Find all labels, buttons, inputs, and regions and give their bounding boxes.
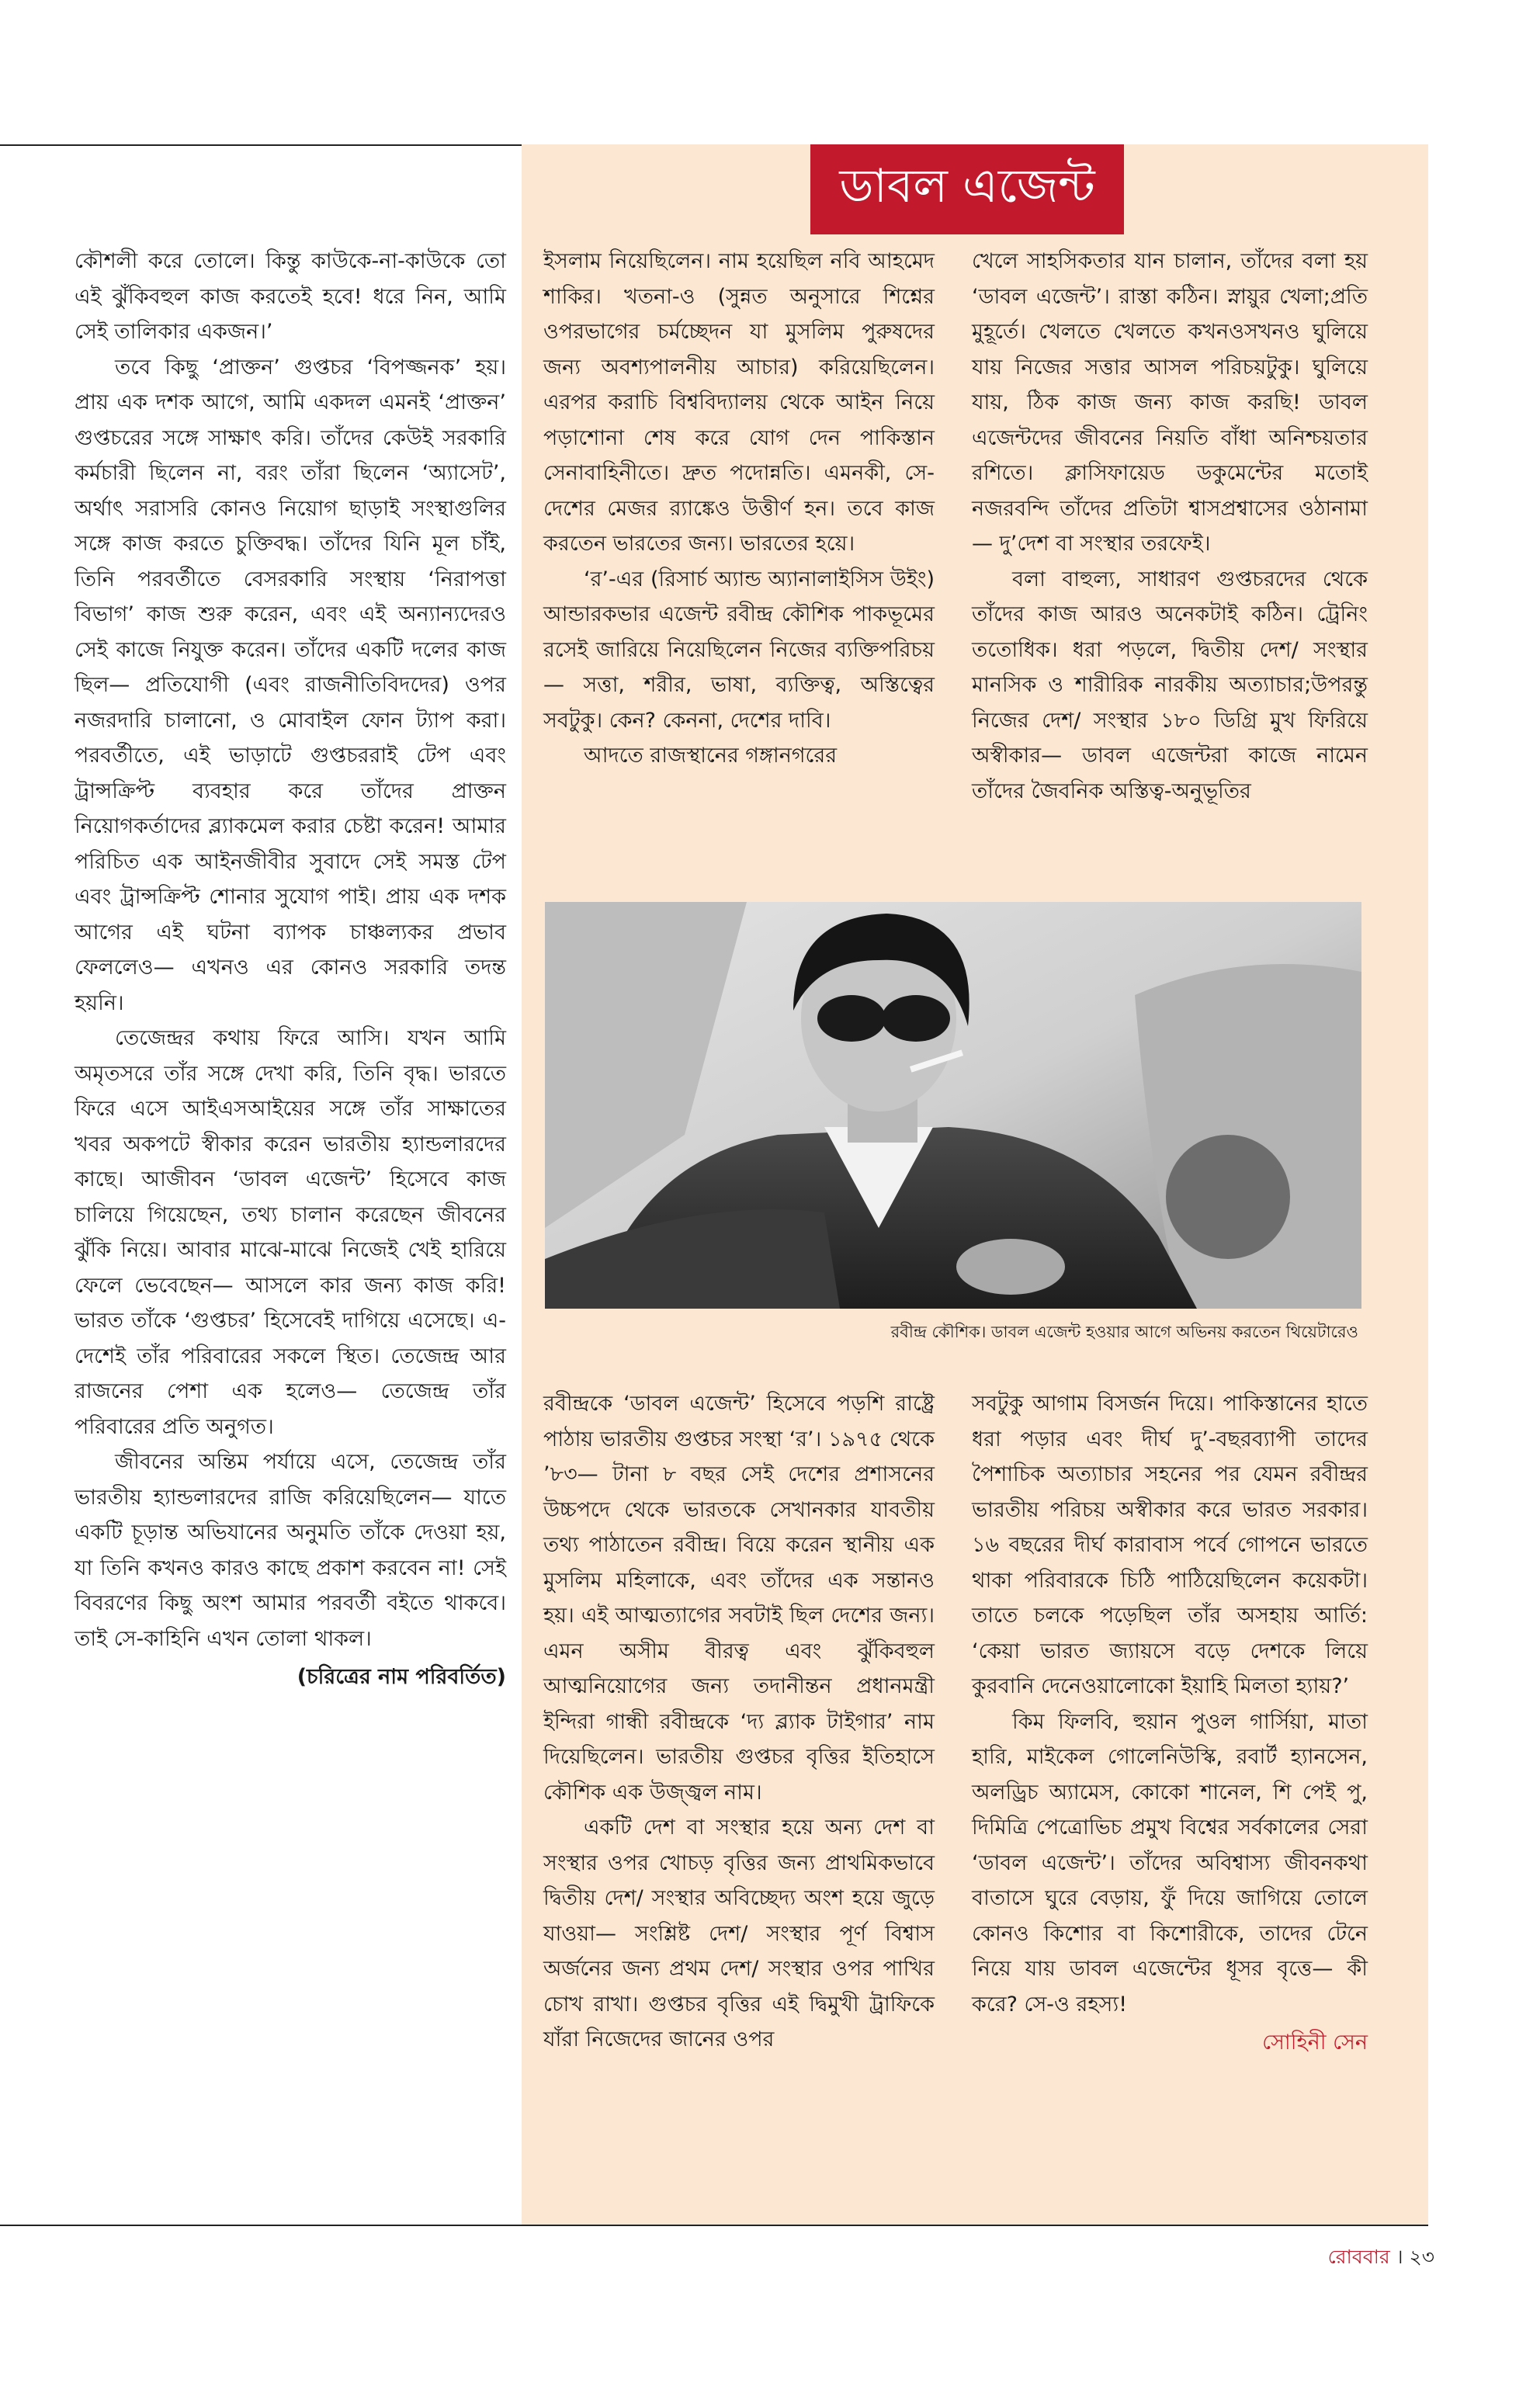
text-column-4 bbox=[543, 1386, 935, 2058]
paragraph: তবে কিছু ‘প্রাক্তন’ গুপ্তচর ‘বিপজ্জনক’ হয়। প্রায় এক দশক আগে, আমি একদল এমনই ‘প্রাক্তন’ গুপ্তচরের সঙ্গে সাক্ষাৎ করি। তাঁদের কেউই সরকারি কর্মচারী ছিলেন না, বরং তাঁরা ছিলেন ‘অ্যাসেট’, অর্থাৎ সরাসরি কোনও নিয়োগ ছাড়াই সংস্থাগুলির সঙ্গে কাজ করতে চুক্তিবদ্ধ। তাঁদের যিনি মূল চাঁই, তিনি পরবর্তীতে বেসরকারি সংস্থায় ‘নিরাপত্তা বিভাগ’ কাজ শুরু করেন, এবং এই অন্যান্যদেরও সেই কাজে নিযুক্ত করেন। তাঁদের একটি দলের কাজ ছিল— প্রতিযোগী (এবং রাজনীতিবিদদের) ওপর নজরদারি চালানো, ও মোবাইল ফোন ট্যাপ করা। পরবর্তীতে, এই ভাড়াটে গুপ্তচররাই টেপ এবং ট্রান্সক্রিপ্ট ব্যবহার করে তাঁদের প্রাক্তন নিয়োগকর্তাদের ব্ল্যাকমেল করার চেষ্টা করেন! আমার পরিচিত এক আইনজীবীর সুবাদে সেই সমস্ত টেপ এবং ট্রান্সক্রিপ্ট শোনার সুযোগ পাই। প্রায় এক দশক আগের এই ঘটনা ব্যাপক চাঞ্চল্যকর প্রভাব ফেললেও— এখনও এর কোনও সরকারি তদন্ত হয়নি। bbox=[75, 355, 506, 1015]
paragraph: ইসলাম নিয়েছিলেন। নাম হয়েছিল নবি আহমেদ শাকির। খতনা-ও (সুন্নত অনুসারে শিশ্নের ওপরভাগের চর্মচ্ছেদন যা মুসলিম পুরুষদের জন্য অবশ্যপালনীয় আচার) করিয়েছিলেন। এরপর করাচি বিশ্ববিদ্যালয় থেকে আইন নিয়ে পড়াশোনা শেষ করে যোগ দেন পাকিস্তান সেনাবাহিনীতে। দ্রুত পদোন্নতি। এমনকী, সে-দেশের মেজর র‍্যাঙ্কেও উত্তীর্ণ হন। তবে কাজ করতেন ভারতের জন্য। ভারতের হয়ে। bbox=[543, 249, 935, 556]
page-number: ২৩ bbox=[1409, 2246, 1434, 2268]
text-column-5 bbox=[972, 1386, 1368, 2061]
paragraph: ‘র’-এর (রিসার্চ অ্যান্ড অ্যানালাইসিস উইং) আন্ডারকভার এজেন্ট রবীন্দ্র কৌশিক পাকভূমের রসেই জারিয়ে নিয়েছিলেন নিজের ব্যক্তিপরিচয়— সত্তা, শরীর, ভাষা, ব্যক্তিত্ব, অস্তিত্বের সবটুকু। কেন? কেননা, দেশের দাবি। bbox=[543, 567, 935, 733]
paragraph: বলা বাহুল্য, সাধারণ গুপ্তচরদের থেকে তাঁদের কাজ আরও অনেকটাই কঠিন। ট্রেনিং ততোধিক। ধরা পড়লে, দ্বিতীয় দেশ/ সংস্থার মানসিক ও শারীরিক নারকীয় অত্যাচার;উপরন্তু নিজের দেশ/ সংস্থার ১৮০ ডিগ্রি মুখ ফিরিয়ে অস্বীকার— ডাবল এজেন্টরা কাজে নামেন তাঁদের জৈবনিক অস্তিত্ব-অনুভূতির bbox=[972, 567, 1368, 803]
paragraph: কৌশলী করে তোলে। কিন্তু কাউকে-না-কাউকে তো এই ঝুঁকিবহুল কাজ করতেই হবে! ধরে নিন, আমি সেই তালিকার একজন।’ bbox=[75, 249, 506, 344]
paragraph: কিম ফিলবি, হুয়ান পুওল গার্সিয়া, মাতা হারি, মাইকেল গোলেনিউস্কি, রবার্ট হ্যানসেন, অলড্রিচ অ্যামেস, কোকো শানেল, শি পেই পু, দিমিত্রি পেত্রোভিচ প্রমুখ বিশ্বের সর্বকালের সেরা ‘ডাবল এজেন্ট’। তাঁদের অবিশ্বাস্য জীবনকথা বাতাসে ঘুরে বেড়ায়, ফুঁ দিয়ে জাগিয়ে তোলে কোনও কিশোর বা কিশোরীকে, তাদের টেনে নিয়ে যায় ডাবল এজেন্টের ধূসর বৃত্তে— কী করে? সে-ও রহস্য! bbox=[972, 1709, 1368, 2017]
paragraph: সবটুকু আগাম বিসর্জন দিয়ে। পাকিস্তানের হাতে ধরা পড়ার এবং দীর্ঘ দু’-বছরব্যাপী তাদের পৈশাচিক অত্যাচার সহনের পর যেমন রবীন্দ্রর ভারতীয় পরিচয় অস্বীকার করে ভারত সরকার। ১৬ বছরের দীর্ঘ কারাবাস পর্বে গোপনে ভারতে থাকা পরিবারকে চিঠি পাঠিয়েছিলেন কয়েকটা। তাতে চলকে পড়েছিল তাঁর অসহায় আর্তি: ‘কেয়া ভারত জ্যায়সে বড়ে দেশকে লিয়ে কুরবানি দেনেওয়ালোকো ইয়াহি মিলতা হ্যায়?’ bbox=[972, 1392, 1368, 1698]
article-title: ডাবল এজেন্ট bbox=[810, 144, 1124, 234]
footer-separator: । bbox=[1396, 2246, 1403, 2268]
text-column-1 bbox=[75, 244, 506, 1695]
bottom-rule bbox=[0, 2225, 1428, 2226]
page-footer bbox=[1328, 2242, 1434, 2275]
portrait-photo bbox=[545, 902, 1361, 1309]
text-column-3 bbox=[972, 244, 1368, 809]
name-change-note: (চরিত্রের নাম পরিবর্তিত) bbox=[297, 1665, 506, 1689]
text-column-2 bbox=[543, 244, 935, 774]
paragraph: একটি দেশ বা সংস্থার হয়ে অন্য দেশ বা সংস্থার ওপর খোচড় বৃত্তির জন্য প্রাথমিকভাবে দ্বিতীয় দেশ/ সংস্থার অবিচ্ছেদ্য অংশ হয়ে জুড়ে যাওয়া— সংশ্লিষ্ট দেশ/ সংস্থার পূর্ণ বিশ্বাস অর্জনের জন্য প্রথম দেশ/ সংস্থার ওপর পাখির চোখ রাখা। গুপ্তচর বৃত্তির এই দ্বিমুখী ট্রাফিকে যাঁরা নিজেদের জানের ওপর bbox=[543, 1816, 935, 2051]
paragraph: আদতে রাজস্থানের গঙ্গানগরের bbox=[584, 744, 838, 768]
paragraph: তেজেন্দ্রর কথায় ফিরে আসি। যখন আমি অমৃতসরে তাঁর সঙ্গে দেখা করি, তিনি বৃদ্ধ। ভারতে ফিরে এসে আইএসআইয়ের সঙ্গে তাঁর সাক্ষাতের খবর অকপটে স্বীকার করেন ভারতীয় হ্যান্ডলারদের কাছে। আজীবন ‘ডাবল এজেন্ট’ হিসেবে কাজ চালিয়ে গিয়েছেন, তথ্য চালান করেছেন জীবনের ঝুঁকি নিয়ে। আবার মাঝে-মাঝে নিজেই খেই হারিয়ে ফেলে ভেবেছেন— আসলে কার জন্য কাজ করি! ভারত তাঁকে ‘গুপ্তচর’ হিসেবেই দাগিয়ে এসেছে। এ-দেশেই তাঁর পরিবারের সকলে স্থিত। তেজেন্দ্র আর রাজনের পেশা এক হলেও— তেজেন্দ্র তাঁর পরিবারের প্রতি অনুগত। bbox=[75, 1026, 506, 1439]
photo-caption: রবীন্দ্র কৌশিক। ডাবল এজেন্ট হওয়ার আগে অভিনয় করতেন থিয়েটারেও bbox=[890, 1323, 1358, 1341]
author-name: সোহিনী সেন bbox=[1262, 2031, 1368, 2055]
paragraph: খেলে সাহসিকতার যান চালান, তাঁদের বলা হয় ‘ডাবল এজেন্ট’। রাস্তা কঠিন। স্নায়ুর খেলা;প্রতি মুহূর্তে। খেলতে খেলতে কখনওসখনও ঘুলিয়ে যায় নিজের সত্তার আসল পরিচয়টুকু। ঘুলিয়ে যায়, ঠিক কাজ জন্য কাজ করছি! ডাবল এজেন্টদের জীবনের নিয়তি বাঁধা অনিশ্চয়তার রশিতে। ক্লাসিফায়েড ডকুমেন্টের মতোই নজরবন্দি তাঁদের প্রতিটা শ্বাসপ্রশ্বাসের ওঠানামা— দু’দেশ বা সংস্থার তরফেই। bbox=[972, 249, 1368, 556]
magazine-name: রোববার bbox=[1327, 2246, 1390, 2268]
paragraph: রবীন্দ্রকে ‘ডাবল এজেন্ট’ হিসেবে পড়শি রাষ্ট্রে পাঠায় ভারতীয় গুপ্তচর সংস্থা ‘র’। ১৯৭৫ থেকে ’৮৩— টানা ৮ বছর সেই দেশের প্রশাসনের উচ্চপদে থেকে ভারতকে সেখানকার যাবতীয় তথ্য পাঠাতেন রবীন্দ্র। বিয়ে করেন স্থানীয় এক মুসলিম মহিলাকে, এবং তাঁদের এক সন্তানও হয়। এই আত্মত্যাগের সবটাই ছিল দেশের জন্য। এমন অসীম বীরত্ব এবং ঝুঁকিবহুল আত্মনিয়োগের জন্য তদানীন্তন প্রধানমন্ত্রী ইন্দিরা গান্ধী রবীন্দ্রকে ‘দ্য ব্ল্যাক টাইগার’ নাম দিয়েছিলেন। ভারতীয় গুপ্তচর বৃত্তির ইতিহাসে কৌশিক এক উজ্জ্বল নাম। bbox=[543, 1392, 935, 1805]
paragraph: জীবনের অন্তিম পর্যায়ে এসে, তেজেন্দ্র তাঁর ভারতীয় হ্যান্ডলারদের রাজি করিয়েছিলেন— যাতে একটি চূড়ান্ত অভিযানের অনুমতি তাঁকে দেওয়া হয়, যা তিনি কখনও কারও কাছে প্রকাশ করবেন না! সেই বিবরণের কিছু অংশ আমার পরবর্তী বইতে থাকবে। তাই সে-কাহিনি এখন তোলা থাকল। bbox=[75, 1450, 506, 1651]
